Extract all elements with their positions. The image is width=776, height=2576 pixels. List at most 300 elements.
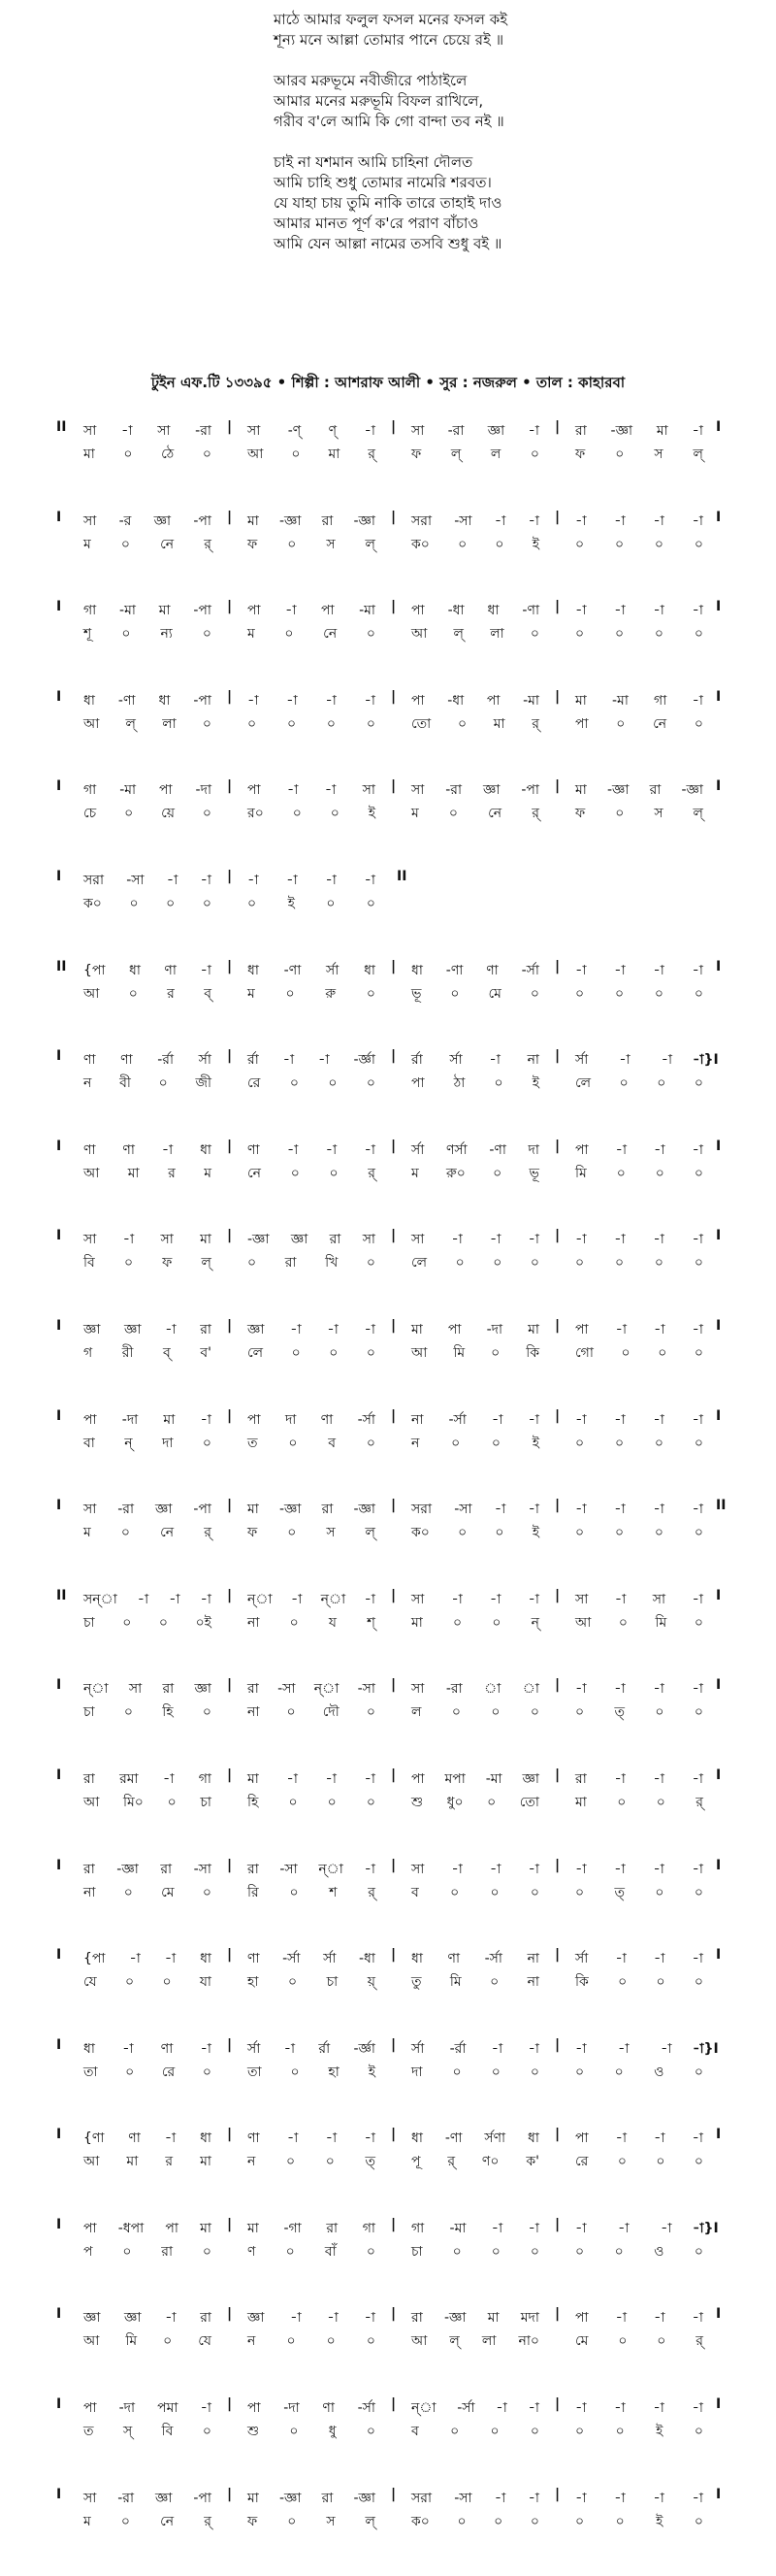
swara: -া xyxy=(575,2490,587,2506)
syllable: ০ xyxy=(618,2333,628,2350)
syllable: বাঁ xyxy=(324,2243,337,2260)
swara: পা xyxy=(575,1141,589,1158)
bar-line: | xyxy=(391,2306,397,2323)
measure xyxy=(411,959,539,982)
syllable: তো xyxy=(519,1794,539,1810)
bar-line: | xyxy=(391,688,397,705)
syllable: ০ xyxy=(166,895,176,911)
syllable: ০ xyxy=(452,2243,462,2260)
bar-line: | xyxy=(227,509,233,525)
bar-line: | xyxy=(227,419,233,435)
syllable: ০ xyxy=(451,1435,461,1451)
swara: -সা xyxy=(357,1681,375,1698)
swara: -া xyxy=(489,1591,501,1607)
syllable: ০ xyxy=(614,536,625,552)
swara: -া xyxy=(575,1411,587,1428)
swara: -া xyxy=(661,1052,673,1069)
bar-line: | xyxy=(555,509,561,525)
syllable: ০ xyxy=(654,1435,664,1451)
bar-line: I xyxy=(716,1407,722,1424)
syllable: নে xyxy=(653,715,667,732)
measure xyxy=(411,1701,539,1724)
swara: -রা xyxy=(447,423,465,439)
syllable: ০ xyxy=(455,1255,465,1271)
swara: -সা xyxy=(277,1681,296,1698)
syllable: ০ xyxy=(124,806,134,822)
swara: -া xyxy=(618,2220,630,2236)
measure xyxy=(575,1881,703,1904)
syllable: ০ xyxy=(530,626,539,643)
swara: মা xyxy=(247,1770,259,1787)
swara: -রা xyxy=(445,782,463,799)
measure xyxy=(575,689,703,712)
syllable: কি xyxy=(575,1974,589,1991)
swara: পা xyxy=(321,603,335,619)
measure xyxy=(575,622,703,645)
syllable: ক০ xyxy=(411,1525,430,1541)
swara: -সা xyxy=(454,512,472,529)
syllable: ০ xyxy=(575,1435,585,1451)
bar-line: I xyxy=(56,1317,62,1334)
syllable: নে xyxy=(488,806,502,822)
syllable: ০ xyxy=(491,1704,501,1721)
swara: -মা xyxy=(612,692,629,709)
swara: -দা xyxy=(486,1321,503,1338)
lyric-line: আমি চাহি শুধু তোমার নামেরি শরবত। xyxy=(274,174,492,191)
syllable: ক০ xyxy=(411,2513,430,2529)
syllable: ০ xyxy=(325,2154,335,2170)
measure xyxy=(411,982,539,1006)
syllable: ধু xyxy=(328,2424,337,2440)
swara-row xyxy=(0,1498,776,1521)
swara: জ্ঞা xyxy=(153,512,172,529)
syllable: ০ xyxy=(457,2513,467,2529)
syllable: য xyxy=(328,1614,337,1631)
syllable: ০ xyxy=(453,1614,463,1631)
syllable: ০ xyxy=(575,1525,585,1541)
syllable: ০ xyxy=(694,1075,703,1092)
swara: ধা xyxy=(364,962,375,978)
measure xyxy=(247,443,375,466)
swara: -সা xyxy=(454,2490,472,2506)
measure xyxy=(575,510,703,533)
syllable: ০ xyxy=(158,1075,168,1092)
syllable: ০ xyxy=(366,715,375,732)
swara: -া xyxy=(286,1141,299,1158)
swara-row xyxy=(0,2037,776,2061)
bar-line: | xyxy=(555,419,561,435)
syllable: ০ xyxy=(366,1704,375,1721)
measure xyxy=(83,2487,211,2510)
bar-line: | xyxy=(227,1407,233,1424)
swara: -জ্ঞা xyxy=(353,512,375,529)
measure xyxy=(575,1139,703,1162)
syllable: ০ xyxy=(530,1704,539,1721)
measure xyxy=(247,1611,375,1635)
syllable: ০ xyxy=(202,1704,211,1721)
syllable: ০ xyxy=(129,895,139,911)
swara: মা xyxy=(163,1411,176,1428)
measure xyxy=(411,1947,539,1970)
swara: পা xyxy=(247,603,261,619)
bar-line: I xyxy=(56,1498,62,1514)
syllable: ০ xyxy=(614,1435,625,1451)
syllable: ০ xyxy=(202,2064,211,2080)
measure xyxy=(575,1341,703,1365)
swara: -ণা xyxy=(445,962,464,978)
lyric-line: আমার মনের মরুভূমি বিফল রাখিলে, xyxy=(274,92,484,110)
syllable: ০ xyxy=(530,2424,539,2440)
syllable: দা xyxy=(411,2064,423,2080)
syllable: ০ xyxy=(487,1794,497,1810)
swara: -পা xyxy=(193,2490,211,2506)
swara: ণা xyxy=(247,1141,260,1158)
swara: -ণা xyxy=(522,603,539,619)
measure xyxy=(575,959,703,982)
swara: -া xyxy=(619,1052,630,1069)
syllable-row xyxy=(0,622,776,645)
syllable: য়্ xyxy=(367,1974,375,1991)
syllable: ০ xyxy=(495,1525,504,1541)
swara: জ্ঞা xyxy=(154,2490,173,2506)
swara: মা xyxy=(528,1321,539,1338)
swara: -া xyxy=(615,2130,628,2147)
bar-line: I xyxy=(56,2396,62,2413)
swara: ধা xyxy=(200,2130,211,2147)
measure xyxy=(247,2061,375,2084)
syllable: ০ xyxy=(694,1255,703,1271)
swara: র্সা xyxy=(411,2040,425,2057)
syllable: ০ xyxy=(120,2513,130,2529)
measure xyxy=(411,1611,539,1635)
syllable: যে xyxy=(198,2333,211,2350)
notation-block xyxy=(0,2306,776,2353)
bar-line: | xyxy=(391,958,397,974)
swara: রা xyxy=(326,2220,339,2236)
measure xyxy=(575,1251,703,1274)
swara: জ্ঞা xyxy=(154,1502,173,1518)
syllable: ০ xyxy=(575,1704,585,1721)
swara: জ্ঞা xyxy=(83,2310,101,2327)
syllable: ০ xyxy=(694,1165,703,1181)
swara: -া xyxy=(653,1411,664,1428)
measure xyxy=(575,1677,703,1701)
syllable-row xyxy=(0,1701,776,1724)
measure xyxy=(83,778,211,802)
syllable: ০ xyxy=(202,1435,211,1451)
swara: ণ্ xyxy=(328,423,338,439)
bar-line: | xyxy=(227,599,233,615)
syllable: ০ xyxy=(125,1974,135,1991)
bar-line: I xyxy=(56,2486,62,2502)
swara-row xyxy=(0,959,776,982)
lyric-line: চাই না যশমান আমি চাহিনা দৌলত xyxy=(274,153,473,171)
syllable: ০ xyxy=(366,1075,375,1092)
swara-row xyxy=(0,1228,776,1251)
syllable: র্ xyxy=(532,715,539,732)
syllable: চা xyxy=(83,1704,95,1721)
syllable: ০ xyxy=(202,895,211,911)
syllable: তা xyxy=(83,2064,98,2080)
syllable: ল্ xyxy=(693,446,703,462)
swara: -জ্ঞা xyxy=(247,1232,270,1248)
swara: -ধা xyxy=(359,1951,375,1967)
swara: রা xyxy=(83,1770,95,1787)
measure xyxy=(247,2487,375,2510)
bar-line: I xyxy=(716,1947,722,1964)
swara: -া xyxy=(324,782,337,799)
syllable: বি xyxy=(83,1255,95,1271)
measure xyxy=(247,1341,375,1365)
syllable: ০ xyxy=(328,1075,338,1092)
syllable: মা xyxy=(83,446,95,462)
syllable: ব xyxy=(411,2424,419,2440)
swara: -া xyxy=(692,962,703,978)
bar-line: | xyxy=(227,1498,233,1514)
syllable: মা xyxy=(126,2154,139,2170)
swara: র্সা xyxy=(323,1951,337,1967)
syllable: ০ xyxy=(493,1165,502,1181)
bar-line: | xyxy=(555,2216,561,2232)
swara: -া xyxy=(165,1321,177,1338)
bar-line: | xyxy=(391,2216,397,2232)
syllable: ০ xyxy=(247,715,257,732)
syllable: ০ xyxy=(490,1884,500,1900)
bar-line: | xyxy=(555,1857,561,1873)
swara: -া xyxy=(491,1411,503,1428)
syllable: পূ xyxy=(411,2154,421,2170)
bar-line: I xyxy=(56,1767,62,1783)
syllable: ০ xyxy=(694,1704,703,1721)
swara: -া xyxy=(494,1502,506,1518)
bar-line: | xyxy=(391,2127,397,2143)
measure xyxy=(411,1251,539,1274)
syllable-row xyxy=(0,1162,776,1185)
swara: -া xyxy=(286,2130,299,2147)
swara: -া xyxy=(165,2310,177,2327)
measure xyxy=(575,1228,703,1251)
swara: রা xyxy=(575,423,587,439)
bar-line: | xyxy=(227,2396,233,2413)
swara: -জ্ঞা xyxy=(606,782,630,799)
swara: -জ্ঞা xyxy=(278,1502,302,1518)
measure xyxy=(247,1858,375,1881)
swara: -া xyxy=(615,1321,628,1338)
measure xyxy=(575,2510,703,2533)
syllable: আ xyxy=(83,715,100,732)
lyric-line: আরব মরুভূমে নবীজীরে পাঠাইলে xyxy=(274,72,468,89)
bar-line: I xyxy=(56,2216,62,2232)
swara: -া xyxy=(575,2400,587,2417)
bar-line: | xyxy=(555,2396,561,2413)
syllable: ০ xyxy=(330,806,340,822)
measure xyxy=(411,2037,539,2061)
bar-line: II xyxy=(56,1587,67,1603)
swara: -া xyxy=(692,423,703,439)
swara: সরা xyxy=(411,512,433,529)
measure xyxy=(247,1251,375,1274)
measure xyxy=(247,2150,375,2173)
syllable-row xyxy=(0,2150,776,2173)
syllable: ০ xyxy=(656,1794,665,1810)
syllable: ০ xyxy=(654,985,664,1002)
measure xyxy=(575,443,703,466)
syllable: ০ xyxy=(202,626,211,643)
syllable: ০ xyxy=(530,2064,539,2080)
swara: -র্সা xyxy=(357,2400,375,2417)
bar-line: | xyxy=(227,1767,233,1783)
swara: -া xyxy=(364,1770,375,1787)
syllable: ০ xyxy=(530,985,539,1002)
swara: -সা xyxy=(279,1861,298,1877)
syllable: ০ xyxy=(289,1614,299,1631)
swara: -া xyxy=(614,1770,626,1787)
swara: জ্ঞা xyxy=(247,1321,265,1338)
syllable: রা xyxy=(284,1255,297,1271)
swara: -জ্ঞা xyxy=(610,423,633,439)
syllable: ফ xyxy=(411,446,422,462)
syllable: রে xyxy=(247,1075,261,1092)
measure xyxy=(411,2061,539,2084)
syllable: রি xyxy=(247,1884,259,1900)
syllable: ০ xyxy=(366,895,375,911)
syllable: ল্ xyxy=(449,2333,460,2350)
swara: র্সা xyxy=(575,1951,589,1967)
syllable: ল্ xyxy=(450,446,462,462)
swara: -া xyxy=(200,1411,211,1428)
swara: সা xyxy=(411,782,425,799)
bar-line: I xyxy=(56,509,62,525)
measure xyxy=(247,1767,375,1791)
syllable: ০ xyxy=(120,536,130,552)
swara-row xyxy=(0,869,776,892)
swara: -দা xyxy=(195,782,211,799)
swara: -া xyxy=(692,1232,703,1248)
syllable: দা xyxy=(162,1435,174,1451)
swara: -পা xyxy=(193,603,211,619)
syllable: ০ xyxy=(530,2243,539,2260)
measure xyxy=(575,1048,703,1072)
measure xyxy=(575,1432,703,1455)
syllable: ০ xyxy=(694,536,703,552)
swara: রা xyxy=(200,1321,211,1338)
measure xyxy=(411,778,539,802)
syllable: নে xyxy=(160,536,175,552)
swara: -া xyxy=(575,2220,587,2236)
syllable-row xyxy=(0,1881,776,1904)
syllable: ০ xyxy=(450,1884,460,1900)
syllable-row xyxy=(0,1791,776,1814)
swara: -া xyxy=(653,603,664,619)
lyric-stanza xyxy=(274,152,681,254)
syllable: ই xyxy=(656,2424,663,2440)
syllable: ম xyxy=(83,2513,91,2529)
measure xyxy=(83,1162,211,1185)
syllable: লা xyxy=(162,715,177,732)
syllable: ০ xyxy=(247,895,257,911)
swara: -া xyxy=(575,1502,587,1518)
swara: -া xyxy=(653,1681,664,1698)
swara: -া xyxy=(615,1951,627,1967)
syllable: ০ xyxy=(618,1614,628,1631)
measure xyxy=(411,599,539,622)
swara: -া xyxy=(615,1141,628,1158)
bar-line: | xyxy=(391,1407,397,1424)
measure xyxy=(411,2329,539,2353)
swara: -া xyxy=(653,2310,665,2327)
syllable: ০ xyxy=(615,806,625,822)
swara: ন্া xyxy=(318,1861,343,1877)
syllable: ০ xyxy=(694,985,703,1002)
bar-line: I xyxy=(716,599,722,615)
syllable: না xyxy=(527,1974,539,1991)
swara: -া xyxy=(528,1232,539,1248)
syllable: ০ xyxy=(291,446,301,462)
swara: -া xyxy=(614,1411,626,1428)
swara: -জ্ঞা xyxy=(353,2490,375,2506)
bar-line: | xyxy=(555,1407,561,1424)
syllable: ০ xyxy=(694,2243,703,2260)
syllable: ০ xyxy=(615,2513,625,2529)
swara: -া xyxy=(653,1502,664,1518)
swara: -া xyxy=(129,1951,141,1967)
measure xyxy=(411,2217,539,2240)
measure xyxy=(83,1767,211,1791)
syllable: ন্য xyxy=(160,626,173,643)
syllable: ০ xyxy=(694,2064,703,2080)
swara: ধা xyxy=(200,1951,211,1967)
swara: -া xyxy=(286,692,298,709)
syllable: রা xyxy=(161,2243,174,2260)
syllable: ০ xyxy=(694,2513,703,2529)
bar-line: | xyxy=(555,1587,561,1603)
bar-line: I xyxy=(716,1228,722,1244)
swara: -া xyxy=(692,1861,703,1877)
measure xyxy=(575,1611,703,1635)
syllable-row xyxy=(0,533,776,556)
swara: সা xyxy=(652,1591,666,1607)
song-info: টুইন এফ.টি ১৩৩৯৫ • শিল্পী : আশরাফ আলী • সুর : নজরুল • তাল : কাহারবা xyxy=(150,374,626,391)
swara: -পা xyxy=(521,782,539,799)
swara: জ্ঞা xyxy=(522,1770,539,1787)
syllable-row xyxy=(0,2420,776,2443)
swara: -া xyxy=(575,2040,587,2057)
swara: -া xyxy=(327,2310,339,2327)
syllable: চা xyxy=(411,2243,423,2260)
measure xyxy=(575,1498,703,1521)
swara: জ্ঞা xyxy=(247,2310,265,2327)
syllable: ০ xyxy=(285,985,295,1002)
swara: সা xyxy=(411,1591,425,1607)
syllable-row xyxy=(0,1970,776,1994)
syllable: ত্ xyxy=(365,2154,375,2170)
syllable: রী xyxy=(121,1344,134,1361)
swara: পা xyxy=(83,1411,97,1428)
measure xyxy=(83,1881,211,1904)
syllable: ল্ xyxy=(365,536,375,552)
syllable: ০ xyxy=(617,2154,627,2170)
swara-row xyxy=(0,1677,776,1701)
swara: সা xyxy=(83,1232,97,1248)
lyric-line: গরীব ব'লে আমি কি গো বান্দা তব নই ॥ xyxy=(274,113,504,130)
bar-line: | xyxy=(555,2036,561,2053)
syllable: ০ xyxy=(530,1884,539,1900)
bar-line: | xyxy=(391,1767,397,1783)
swara: রমা xyxy=(119,1770,139,1787)
measure xyxy=(83,2510,211,2533)
swara: -রা xyxy=(195,423,211,439)
syllable: আ xyxy=(575,1614,592,1631)
